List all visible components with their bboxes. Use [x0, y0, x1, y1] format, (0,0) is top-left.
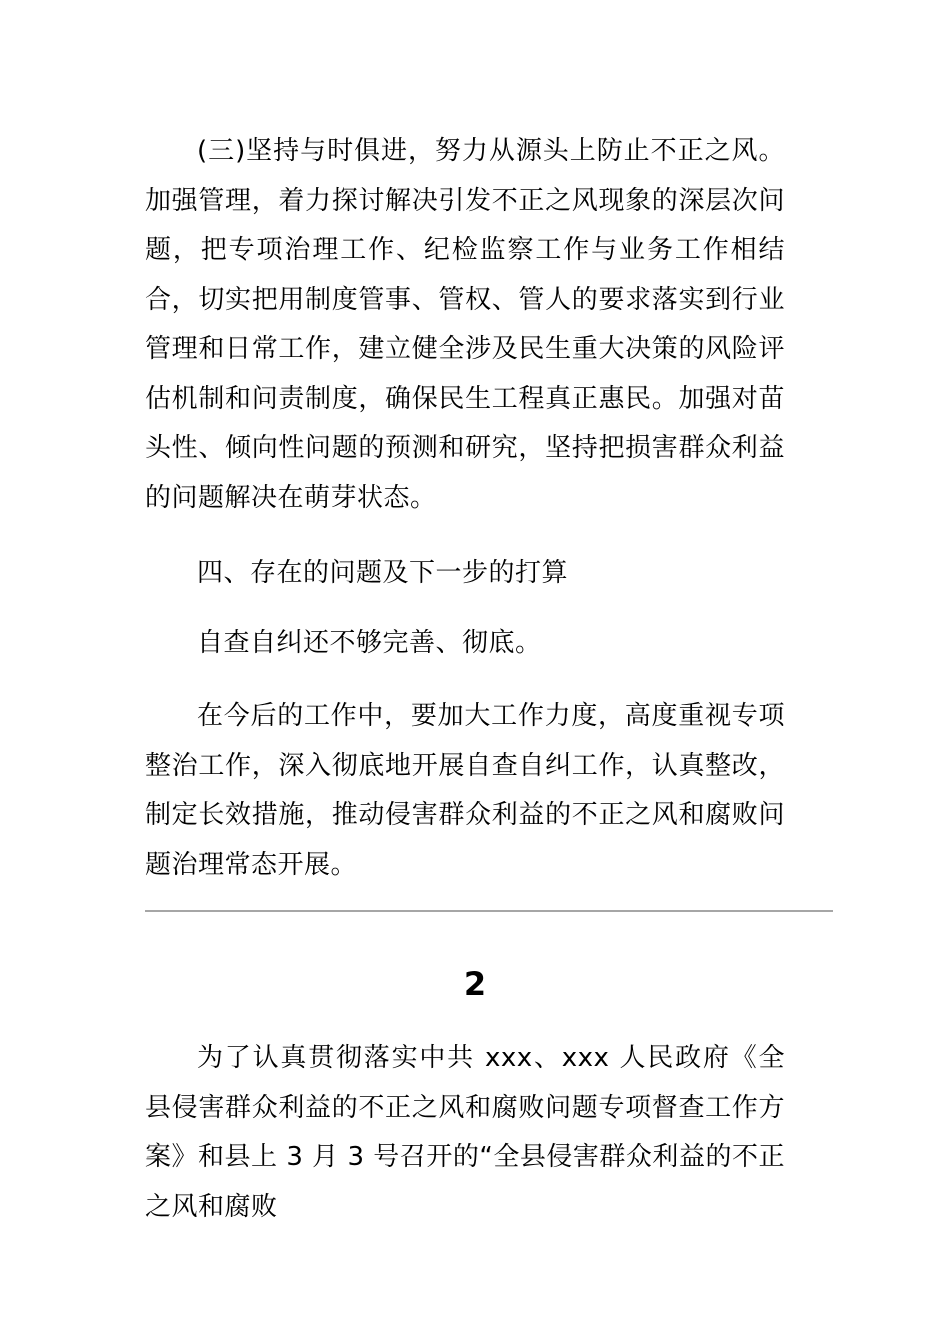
paragraph-intro-section-2: 为了认真贯彻落实中共 xxx、xxx 人民政府《全县侵害群众利益的不正之风和腐败问题专项督查工作方案》和县上 3 月 3 号召开的“全县侵害群众利益的不正之风和腐败: [145, 1043, 785, 1222]
paragraph-next-steps: 在今后的工作中，要加大工作力度，高度重视专项整治工作，深入彻底地开展自查自纠工作，认真整改，制定长效措施，推动侵害群众利益的不正之风和腐败问题治理常态开展。: [145, 701, 785, 880]
paragraph-block: [145, 127, 785, 523]
paragraph-measures: (三)坚持与时俱进，努力从源头上防止不正之风。加强管理，着力探讨解决引发不正之风现象的深层次问题，把专项治理工作、纪检监察工作与业务工作相结合，切实把用制度管事、管权、管人的要求落实到行业管理和日常工作，建立健全涉及民生重大决策的风险评估机制和问责制度，确保民生工程真正惠民。加强对苗头性、倾向性问题的预测和研究，坚持把损害群众利益的问题解决在萌芽状态。: [145, 136, 785, 513]
paragraph-block: [145, 549, 785, 599]
section-divider: [145, 910, 833, 912]
paragraph-block: [145, 1034, 785, 1232]
paragraph-block: [145, 619, 785, 669]
section-heading-problems: 四、存在的问题及下一步的打算: [197, 558, 569, 588]
paragraph-block: [145, 692, 785, 890]
section-number: 2: [463, 965, 487, 1003]
paragraph-self-check: 自查自纠还不够完善、彻底。: [197, 628, 542, 658]
